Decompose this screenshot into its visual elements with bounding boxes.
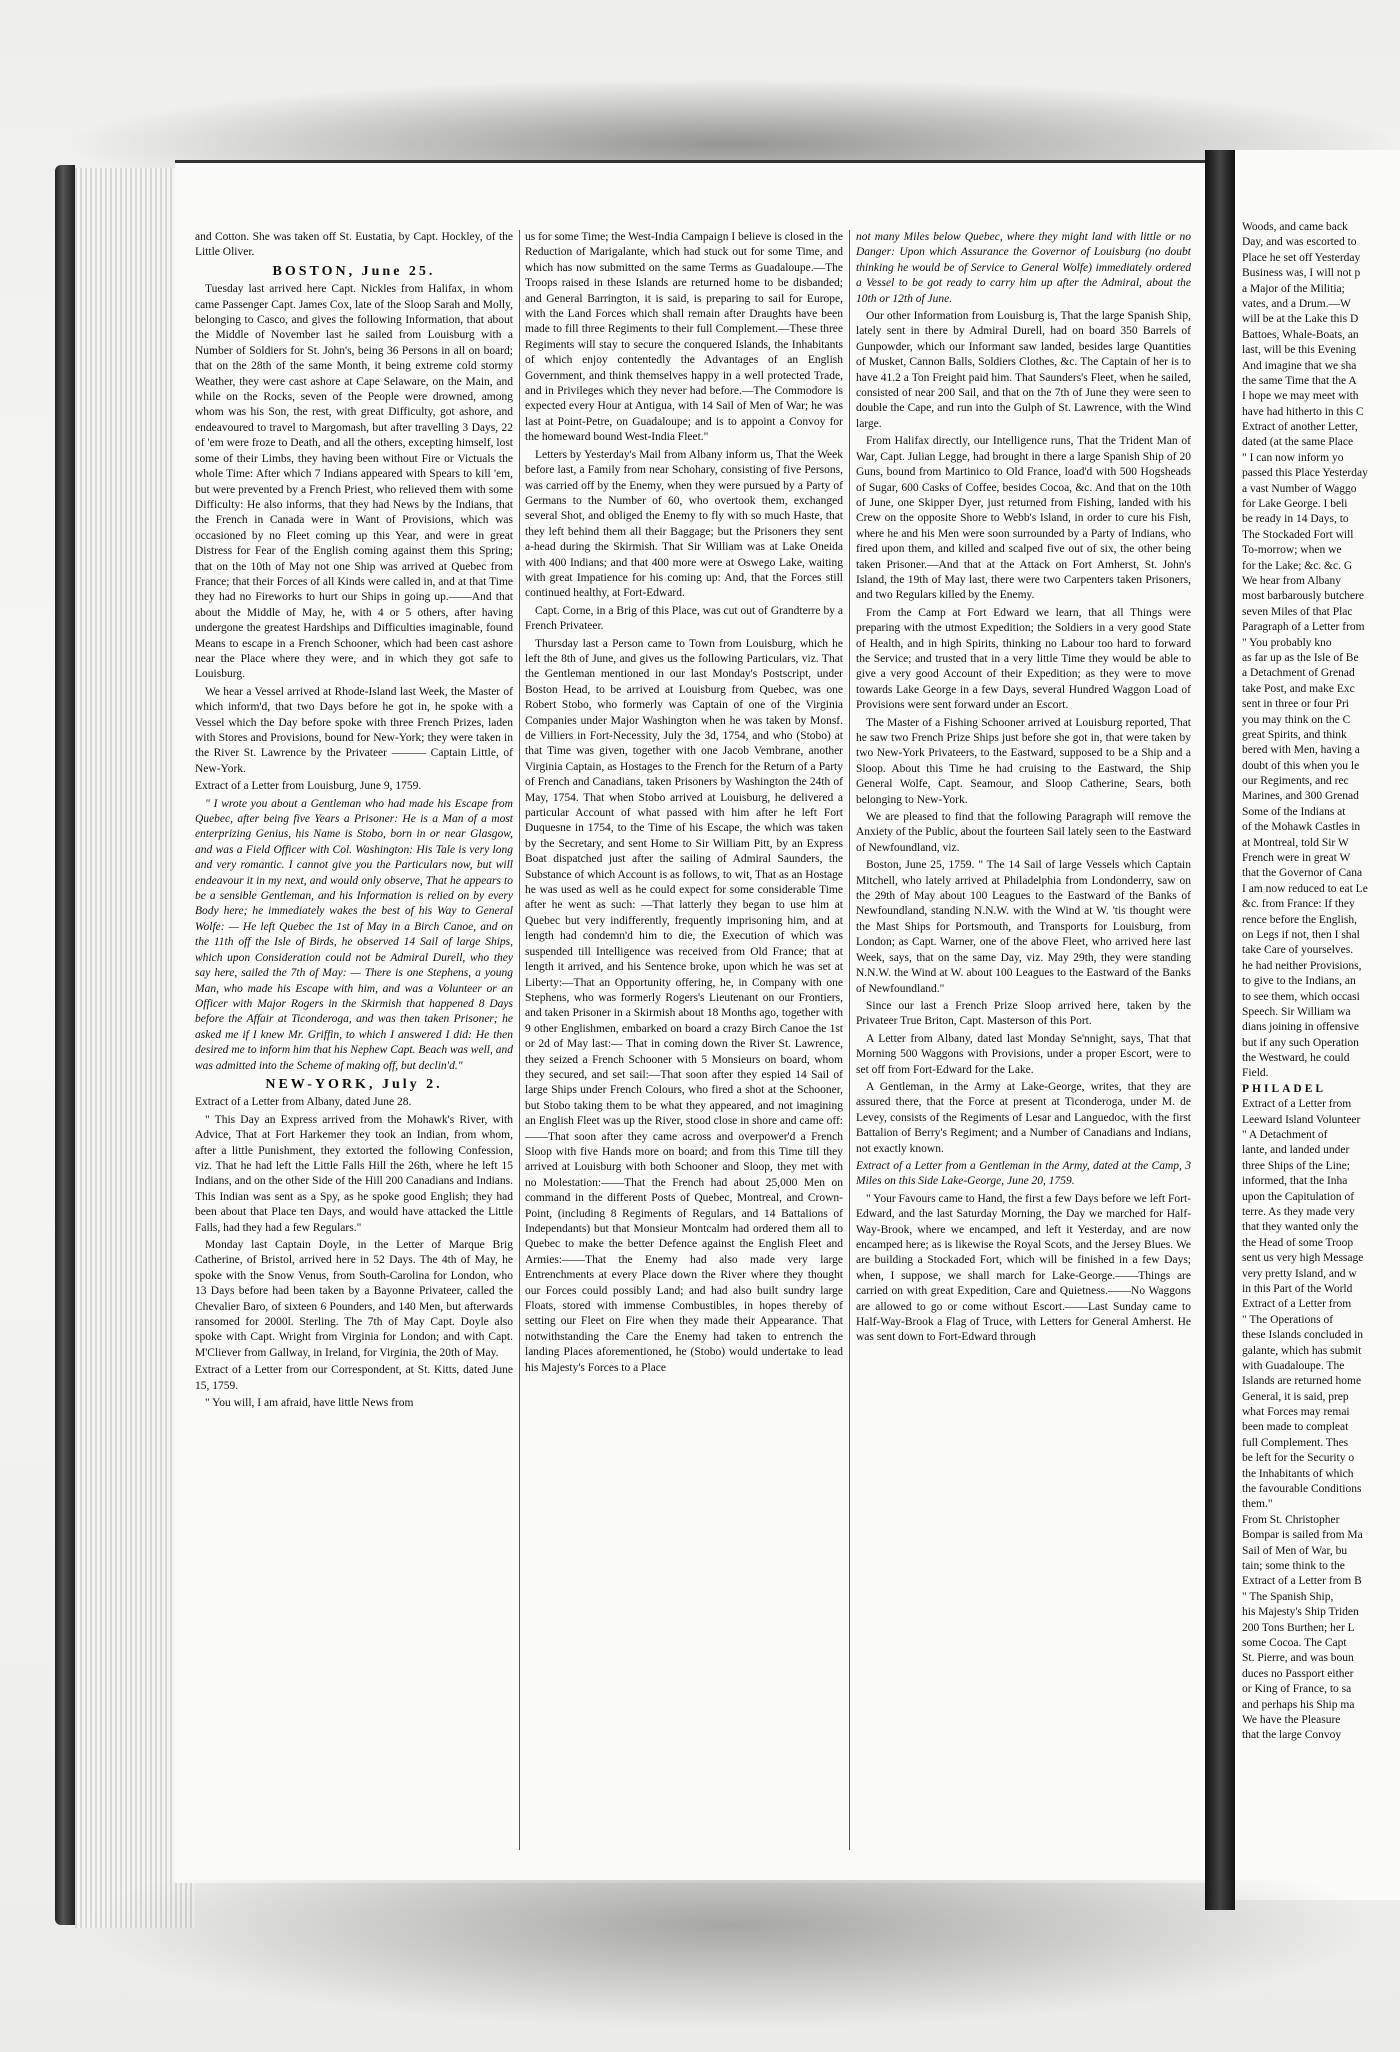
cropped-text-line: a vast Number of Waggo: [1242, 482, 1357, 495]
article-paragraph: A Gentleman, in the Army at Lake-George, writes, that they are assured there, that the Force at present at Ticonderoga, under M. de Levey, consists of the Regiments of Lesar and Languedoc, with the first Battalion of Berry's Regiment; and a Number of Canadians and Indians, not exactly known.: [856, 1080, 1191, 1155]
text-column-4: [1242, 220, 1400, 1870]
book-spine: [55, 165, 75, 1925]
cropped-text-line: some Cocoa. The Capt: [1242, 1636, 1347, 1649]
cropped-text-line: Field.: [1242, 1067, 1269, 1080]
cropped-text-line: Sail of Men of War, bu: [1242, 1544, 1348, 1557]
article-paragraph: Capt. Corne, in a Brig of this Place, was cut out of Grandterre by a French Privateer.: [525, 604, 843, 633]
cropped-text-line: dians joining in offensive: [1242, 1021, 1360, 1034]
article-paragraph: Thursday last a Person came to Town from Louisburg, which he left the 8th of June, and gives us the following Particulars, viz. That the Gentleman mentioned in our last Monday's Postscript, under Boston Head, to be arrived at Louisburg from Quebec, was one Robert Stobo, who formerly was Captain of one of the Virginia Companies under Major Washington when he was taken by Monsf. de Villiers in Fort-Necessity, July the 3d, 1754, and who (Stobo) at that Time was given, together with one Jacob Vembrane, another Virginia Captain, as Hostages to the French for the Return of a Party of French and Canadians, taken Prisoners by Washington the 24th of May, 1754. That when Stobo arrived at Louisburg, he delivered a particular Account of what passed with him after he left Fort Duquesne in 1754, to the Time of his Escape, the which was taken by the Secretary, and sent Home to Sir William Pitt, by an Express Boat dispatched just after the sailing of Admiral Saunders, the Substance of which Account is as follows, to wit, That as an Hostage he was used as well as he could expect for some considerable Time after he went as such: —That latterly they began to use him at Quebec but very indifferently, frequently imprisoning him, and at length had condemn'd him to die, the Execution of which was suspended till Intelligence was received from Old France; that at length it arrived, and his Sentence broke, upon which he was set at Liberty:—That an Opportunity offering, he, in Company with one Stephens, who was formerly Rogers's Lieutenant on our Frontiers, and taken Prisoner in a Skirmish about 18 Months ago, together with 9 other Englishmen, embarked on board a crazy Birch Canoe the 1st or 2d of May last:— That in coming down the River St. Lawrence, they seized a French Schooner with 5 Monsieurs on board, whom they secured, and set sail:—That soon after they espied 14 Sail of large Ships under French Colours, who fired a shot at the Schooner, but Stobo taking them to be what they appeared, and not imagining an English Fleet was up the River, stood close in shore and came off:——That soon after they came across and overpower'd a French Sloop with five Hands more on board; and from this Time till they arrived at Louisburg with both Schooner and Sloop, they met with no Molestation:——That the French had about 25,000 Men on command in the different Posts of Quebec, Montreal, and Crown-Point, (including 8 Regiments of Regulars, and 14 Battalions of Independants) but that Monsieur Montcalm had ordered them all to Quebec to make the better Defence against the English Fleet and Armies:——That the Enemy had also made very large Entrenchments at every Place down the River where they thought our Forces could possibly Land; and had also built sundry large Floats, stored with immense Combustibles, in hopes thereby of setting our Fleet on Fire when they made their Appearance. That notwithstanding the Care the Enemy had taken to entrench the landing Places aforementioned, he (Stobo) would undertake to lead his Majesty's Forces to a Place: [525, 637, 843, 1374]
cropped-text-line: Extract of a Letter from B: [1242, 1575, 1362, 1588]
cropped-text-line: the favourable Conditions: [1242, 1483, 1362, 1496]
cropped-text-line: as far up as the Isle of Be: [1242, 651, 1359, 664]
cropped-text-line: I am now reduced to eat Le: [1242, 882, 1368, 895]
cropped-text-line: tain; some think to the: [1242, 1559, 1345, 1572]
cropped-text-line: bered with Men, having a: [1242, 744, 1360, 757]
cropped-text-line: for the Lake; &c. &c. G: [1242, 559, 1353, 572]
cropped-text-line: &c. from France: If they: [1242, 898, 1355, 911]
article-paragraph: From Halifax directly, our Intelligence runs, That the Trident Man of War, Capt. Julian Legge, had brought in there a large Spanish Ship of 20 Guns, bound from Martinico to Old France, load'd with 500 Hogsheads of Sugar, 600 Casks of Coffee, besides Cocoa, &c. And that on the 10th of June, one Skipper Dyer, just returned from Fishing, landed with his Crew on the opposite Shore to Webb's Island, in order to cure his Fish, where he and his Men were soon surrounded by a Party of Indians, who fired upon them, and killed and scalped five out of six, the other being taken Prisoner.—And that at the Attack on Fort Amherst, St. John's Island, the 19th of May last, there were two Carpenters taken Prisoners, and two Regulars killed by the Enemy.: [856, 435, 1191, 602]
cropped-text-line: very pretty Island, and w: [1242, 1267, 1357, 1280]
cropped-text-line: these Islands concluded in: [1242, 1329, 1364, 1342]
cropped-text-line: will be at the Lake this D: [1242, 313, 1359, 326]
cropped-text-line: the Inhabitants of which: [1242, 1467, 1354, 1480]
cropped-text-line: a Detachment of Grenad: [1242, 667, 1355, 680]
cropped-text-line: most barbarously butchere: [1242, 590, 1364, 603]
article-paragraph: " This Day an Express arrived from the Mohawk's River, with Advice, That at Fort Harkemer they took an Indian, from whom, after a little Punishment, they extorted the following Confession, viz. That he had left the Little Falls Hill the 26th, where he left 15 Indians, and on the other Side of the Hill 200 Canadians and Indians. This Indian was sent as a Spy, as he spoke good English; they had been about that Place ten Days, and would have attacked the Little Falls, had they had a few Regulars.": [195, 1113, 513, 1234]
cropped-text-line: Place he set off Yesterday: [1242, 251, 1361, 264]
article-paragraph: " You will, I am afraid, have little News from: [205, 1397, 414, 1410]
column-rule: [519, 230, 520, 1850]
article-paragraph: The Master of a Fishing Schooner arrived at Louisburg reported, That he saw two French Prize Ships just before she got in, that were taken by two New-York Privateers, to the Eastward, supposed to be a Ship and a Sloop. About this Time he had cruising to the Eastward, the Ship General Wolfe, Capt. Seamour, and Sloop Catherine, Sears, both belonging to New-York.: [856, 716, 1191, 806]
cropped-text-line: French were in great W: [1242, 852, 1351, 865]
cropped-text-line: be ready in 14 Days, to: [1242, 513, 1349, 526]
cropped-text-line: " I can now inform yo: [1242, 451, 1344, 464]
cropped-text-line: We hear from Albany: [1242, 574, 1342, 587]
cropped-text-line: vates, and a Drum.—W: [1242, 297, 1351, 310]
article-paragraph: Extract of a Letter from our Correspondent, at St. Kitts, dated June 15, 1759.: [195, 1364, 513, 1392]
article-paragraph: Extract of a Letter from Albany, dated June 28.: [195, 1096, 412, 1109]
cropped-text-line: what Forces may remai: [1242, 1406, 1350, 1419]
cropped-text-line: take Post, and make Exc: [1242, 682, 1355, 695]
cropped-text-line: the Westward, he could: [1242, 1052, 1350, 1065]
cropped-text-line: Paragraph of a Letter from: [1242, 621, 1365, 634]
cropped-text-line: the same Time that the A: [1242, 374, 1357, 387]
article-paragraph: Extract of a Letter from Louisburg, June 9, 1759.: [195, 780, 422, 793]
cropped-text-line: be left for the Security o: [1242, 1452, 1355, 1465]
cropped-text-line: on Legs if not, then I shal: [1242, 928, 1360, 941]
cropped-text-line: but if any such Operation: [1242, 1036, 1359, 1049]
cropped-text-line: passed this Place Yesterday: [1242, 467, 1368, 480]
cropped-text-line: a Major of the Militia;: [1242, 282, 1345, 295]
cropped-text-line: at Montreal, told Sir W: [1242, 836, 1349, 849]
cropped-text-line: have had hitherto in this C: [1242, 405, 1364, 418]
cropped-text-line: " The Operations of: [1242, 1313, 1334, 1326]
cropped-text-line: sent us very high Message: [1242, 1252, 1364, 1265]
article-paragraph: " Your Favours came to Hand, the first a few Days before we left Fort-Edward, and the last Saturday Morning, the Day we marched for Half-Way-Brook, where we encamped, and left it Yesterday, and are now encamped here; as is likewise the Royal Scots, and the Jersey Blues. We are building a Stockaded Fort, which will be finished in a few Days; when, I suppose, we shall march for Lake-George.——Things are carried on with great Expedition, Care and Quietness.——No Waggons are allowed to go or come without Escort.——Last Sunday came to Half-Way-Brook a Flag of Truce, with Letters for General Amherst. He was sent down to Fort-Edward through: [856, 1192, 1191, 1344]
cropped-text-line: or King of France, to sa: [1242, 1683, 1352, 1696]
cropped-text-line: Business was, I will not p: [1242, 267, 1361, 280]
article-paragraph: From the Camp at Fort Edward we learn, that all Things were preparing with the utmost Expedition; the Soldiers in a very good State of Health, and in high Spirits, thinking no Labour too hard to forward the Service; and trusted that in a very little Time they would be able to give a very good Account of their Expedition; as they were to move towards Lake George in a few Days, several Hundred Waggon Load of Provisions were sent forward under an Escort.: [856, 606, 1191, 712]
cropped-text-line: in this Part of the World: [1242, 1282, 1353, 1295]
cropped-text-line: terre. As they made very: [1242, 1206, 1355, 1218]
cropped-text-line: seven Miles of that Plac: [1242, 605, 1353, 618]
cropped-text-line: upon the Capitulation of: [1242, 1190, 1355, 1203]
cropped-text-line: his Majesty's Ship Triden: [1242, 1606, 1359, 1619]
article-paragraph: A Letter from Albany, dated last Monday Se'nnight, says, That that Morning 500 Waggons with Provisions, under a proper Escort, were to set off from Fort-Edward for the Lake.: [856, 1032, 1191, 1076]
scan-shadow-bottom: [80, 1880, 1380, 2030]
column-rule: [849, 230, 850, 1850]
cropped-text-line: Extract of a Letter from: [1242, 1298, 1352, 1311]
cropped-text-line: duces no Passport either: [1242, 1667, 1354, 1680]
cropped-text-line: Extract of a Letter from: [1242, 1098, 1352, 1111]
text-column-1: [195, 230, 513, 1870]
article-paragraph: Since our last a French Prize Sloop arrived here, taken by the Privateer True Briton, Capt. Masterson of this Port.: [856, 999, 1191, 1028]
cropped-text-line: doubt of this when you le: [1242, 759, 1360, 772]
article-paragraph: We are pleased to find that the following Paragraph will remove the Anxiety of the Public, about the fourteen Sail lately seen to the Eastward of Newfoundland, viz.: [856, 811, 1191, 854]
cropped-text-line: We have the Pleasure: [1242, 1713, 1341, 1726]
cropped-text-line: been made to compleat: [1242, 1421, 1349, 1434]
dateline-heading: NEW-YORK, July 2.: [265, 1076, 443, 1092]
cropped-text-line: Some of the Indians at: [1242, 805, 1346, 818]
cropped-text-line: rence before the English,: [1242, 913, 1357, 926]
cropped-text-line: 200 Tons Burthen; her L: [1242, 1621, 1355, 1634]
cropped-text-line: Woods, and came back: [1242, 221, 1348, 233]
cropped-text-line: PHILADEL: [1242, 1082, 1327, 1095]
cropped-text-line: and perhaps his Ship ma: [1242, 1698, 1355, 1711]
article-paragraph: us for some Time; the West-India Campaign I believe is closed in the Reduction of Marigalante, which had stuck out for some Time, and which has now submitted on the same Terms as Guadaloupe.—The Troops raised in these Islands are returned home to be disbanded; and General Barrington, it is said, is preparing to sail for Europe, with the Land Forces which shall remain after Draughts have been made to fill three Regiments to their full Complement.—These three Regiments will stay to secure the conquered Islands, the Inhabitants of which enjoy contentedly the Advantages of an English Government, and think themselves happy in a well protected Trade, and in Privileges which they never had before.—The Commodore is expected every Hour at Antigua, with 14 Sail of Men of War; he was last at Point-Petre, on Guadaloupe; and is to appoint a Convoy for the homeward bound West-India Fleet.": [525, 231, 843, 444]
cropped-text-line: take Care of yourselves.: [1242, 944, 1354, 957]
article-paragraph: Boston, June 25, 1759. " The 14 Sail of large Vessels which Captain Mitchell, who lately arrived at Philadelphia from Londonderry, saw on the 29th of May about 100 Leagues to the Eastward of the Banks of Newfoundland, standing N.N.W. with the Wind at W. 'tis thought were the Mast Ships for Portsmouth, and Transports for Louisburg, from London; as Capt. Warner, one of the above Fleet, who arrived here last Week, says, that on the same Day, viz. May 29th, they were standing N.N.W. the Wind at W. about 100 Leagues to the Eastward of the Banks of Newfoundland.": [856, 859, 1191, 995]
cropped-text-line: that the Governor of Cana: [1242, 867, 1363, 880]
cropped-text-line: Extract of another Letter,: [1242, 421, 1358, 434]
cropped-text-line: them.": [1242, 1498, 1273, 1511]
cropped-text-line: From St. Christopher: [1242, 1513, 1340, 1526]
article-paragraph: Monday last Captain Doyle, in the Letter of Marque Brig Catherine, of Bristol, arrived here in 52 Days. The 4th of May, he spoke with the Snow Venus, from South-Carolina for London, who 13 Days before had been taken by a Bayonne Privateer, called the Chevalier Baro, of sixteen 6 Pounders, and 140 Men, but afterwards ransomed for 2000l. Sterling. The 7th of May Capt. Doyle also spoke with Capt. Wright from Virginia for London; and with Capt. M'Cliever from Gallway, in Ireland, for Virginia, the 20th of May.: [195, 1239, 513, 1359]
cropped-text-line: lante, and landed under: [1242, 1144, 1350, 1157]
article-paragraph: Tuesday last arrived here Capt. Nickles from Halifax, in whom came Passenger Capt. James Cox, late of the Sloop Sarah and Molly, belonging to Casco, and gives the following Information, that about the Middle of November last he sailed from Louisburg with a Number of Soldiers for St. John's, being 36 Persons in all on board; that on the 28th of the same Month, it being extreme cold stormy Weather, they were cast ashore at Cape Selaware, on the Main, and while on the Rocks, seven of the People were drowned, among whom was his Son, the rest, with great Difficulty, got ashore, and endeavoured to travel to Margomash, but after travelling 3 Days, 22 of 'em were froze to Death, and all the others, excepting himself, lost some of their Limbs, they having been without Fire or Victuals the whole Time: After which 7 Indians appeared with Spears to kill 'em, but were prevented by a French Priest, who relieved them with some Difficulty: He also informs, that they had News by the Indians, that the French in Canada were in Want of Provisions, which was occasioned by no Fleet coming up this Year, and were in great Distress for Fear of the English coming against them this Spring; that on the 10th of May not one Ship was arrived at Quebec from France; that their Forces of all Kinds were called in, and at that Time they had no Fireworks to hurt our Ships in going up.——And that about the Middle of May, he, with 4 or 5 others, after having undergone the greatest Hardships and Difficulties imaginable, found Means to escape in a French Schooner, which had been cast ashore near the Place where they were, and in which they got safe to Louisburg.: [195, 283, 513, 681]
cropped-text-line: Bompar is sailed from Ma: [1242, 1529, 1363, 1542]
cropped-text-line: " The Spanish Ship,: [1242, 1590, 1334, 1603]
cropped-text-line: you may think on the C: [1242, 713, 1351, 726]
cropped-text-line: I hope we may meet with: [1242, 390, 1359, 403]
cropped-text-line: our Regiments, and rec: [1242, 775, 1349, 788]
cropped-text-line: Speech. Sir William wa: [1242, 1005, 1351, 1018]
cropped-text-line: Day, and was escorted to: [1242, 236, 1357, 249]
cropped-text-line: dated (at the same Place: [1242, 436, 1354, 449]
cropped-text-line: " You probably kno: [1242, 636, 1332, 649]
cropped-text-line: he had neither Provisions,: [1242, 959, 1362, 972]
cropped-text-line: full Complement. Thes: [1242, 1436, 1349, 1449]
cropped-text-line: for Lake George. I beli: [1242, 498, 1348, 511]
cropped-text-line: with Guadaloupe. The: [1242, 1359, 1345, 1372]
article-paragraph: not many Miles below Quebec, where they might land with little or no Danger: Upon which Assurance the Governor of Louisburg (no doubt thinking he would be of Service to General Wolfe) immediately ordered a Vessel to be got ready to carry him up after the Admiral, about the 10th or 12th of June.: [856, 231, 1191, 305]
cropped-text-line: St. Pierre, and was boun: [1242, 1652, 1354, 1665]
cropped-text-line: To-morrow; when we: [1242, 544, 1342, 557]
cropped-text-line: Leeward Island Volunteer: [1242, 1113, 1361, 1126]
cropped-text-line: Battoes, Whale-Boats, an: [1242, 328, 1359, 341]
text-column-2: [525, 230, 843, 1870]
cropped-text-line: of the Mohawk Castles in: [1242, 821, 1361, 834]
cropped-text-line: to give to the Indians, an: [1242, 975, 1356, 988]
text-column-3: [856, 230, 1191, 1870]
cropped-text-line: last, will be this Evening: [1242, 344, 1357, 357]
cropped-text-line: The Stockaded Fort will: [1242, 528, 1354, 541]
cropped-text-line: Islands are returned home: [1242, 1375, 1362, 1388]
cropped-text-line: the Head of some Troop: [1242, 1236, 1354, 1249]
cropped-text-line: to see them, which occasi: [1242, 990, 1360, 1003]
article-paragraph: We hear a Vessel arrived at Rhode-Island last Week, the Master of which inform'd, that two Days before he got in, he spoke with a Vessel which the Day before spoke with three French Prizes, laden with Stores and Provisions, bound for New-York; they were taken in the River St. Lawrence by the Privateer ——— Captain Little, of New-York.: [195, 685, 513, 775]
cropped-text-line: Marines, and 300 Grenad: [1242, 790, 1359, 803]
book-gutter: [1205, 150, 1235, 1910]
cropped-text-line: that they wanted only the: [1242, 1221, 1359, 1234]
cropped-text-line: that the large Convoy: [1242, 1729, 1342, 1742]
cropped-text-line: three Ships of the Line;: [1242, 1159, 1350, 1172]
article-paragraph: Our other Information from Louisburg is, That the large Spanish Ship, lately sent in there by Admiral Durell, had on board 350 Barrels of Gunpowder, which our Informant saw landed, besides large Quantities of Musket, Cannon Balls, Soldiers Clothes, &c. The Captain of her is to have 41.2 a Ton Freight paid him. That Saunders's Fleet, when he sailed, consisted of near 200 Sail, and that on the 7th of June they were seen to double the Cape, and run into the Gulph of St. Lawrence, with the Wind large.: [856, 310, 1191, 430]
cropped-text-line: informed, that the Inha: [1242, 1175, 1348, 1188]
article-paragraph: Letters by Yesterday's Mail from Albany inform us, That the Week before last, a Family from near Schohary, consisting of five Persons, was carried off by the Enemy, when they were pursued by a Party of Germans to the Number of 60, who overtook them, exchanged several Shot, and obliged the Enemy to fly with so much Haste, that they left behind them all their Baggage; but the Prisoners they sent a-head during the Skirmish. That Sir William was at Lake Oneida with 400 Indians; and that 400 more were at Oswego Lake, waiting with great Impatience for his coming up: And, that the Forces still continued healthy, at Fort-Edward.: [525, 448, 843, 600]
article-paragraph: " I wrote you about a Gentleman who had made his Escape from Quebec, after being five Years a Prisoner: He is a Man of a most enterprizing Genius, his Name is Stobo, born in or near Glasgow, and was a Field Officer with Col. Washington: His Tale is very long and very romantic. I cannot give you the Particulars now, but will endeavour it in my next, and would only observe, That he appears to be a sensible Gentleman, and his Information is relied on by every Body here; he immediately wakes the best of his Way to General Wolfe: — He left Quebec the 1st of May in a Birch Canoe, and on the 11th off the Isle of Birds, he observed 14 Sail of large Ships, which upon Consideration could not be Admiral Durell, who they say here, sailed the 7th of May: — There is one Stephens, a young Man, who made his Escape with him, and was a Volunteer or an Officer with Major Rogers in the Skirmish that happened 8 Days before the Affair at Ticonderoga, and was then taken Prisoner; he asked me if I knew Mr. Griffin, to which I answered I did: He then desired me to inform him that his Nephew Capt. Beach was well, and was admitted into the Scheme of making off, but declin'd.": [195, 797, 513, 1072]
article-paragraph: Extract of a Letter from a Gentleman in the Army, dated at the Camp, 3 Miles on this Side Lake-George, June 20, 1759.: [856, 1159, 1191, 1188]
dateline-heading: BOSTON, June 25.: [272, 263, 436, 279]
cropped-text-line: General, it is said, prep: [1242, 1390, 1349, 1403]
cropped-text-line: And imagine that we sha: [1242, 359, 1357, 372]
cropped-text-line: " A Detachment of: [1242, 1129, 1328, 1142]
cropped-text-line: galante, which has submit: [1242, 1344, 1362, 1357]
article-paragraph: and Cotton. She was taken off St. Eustatia, by Capt. Hockley, of the Little Oliver.: [195, 231, 513, 259]
cropped-text-line: sent in three or four Pri: [1242, 698, 1349, 711]
cropped-text-line: great Spirits, and think: [1242, 728, 1347, 741]
